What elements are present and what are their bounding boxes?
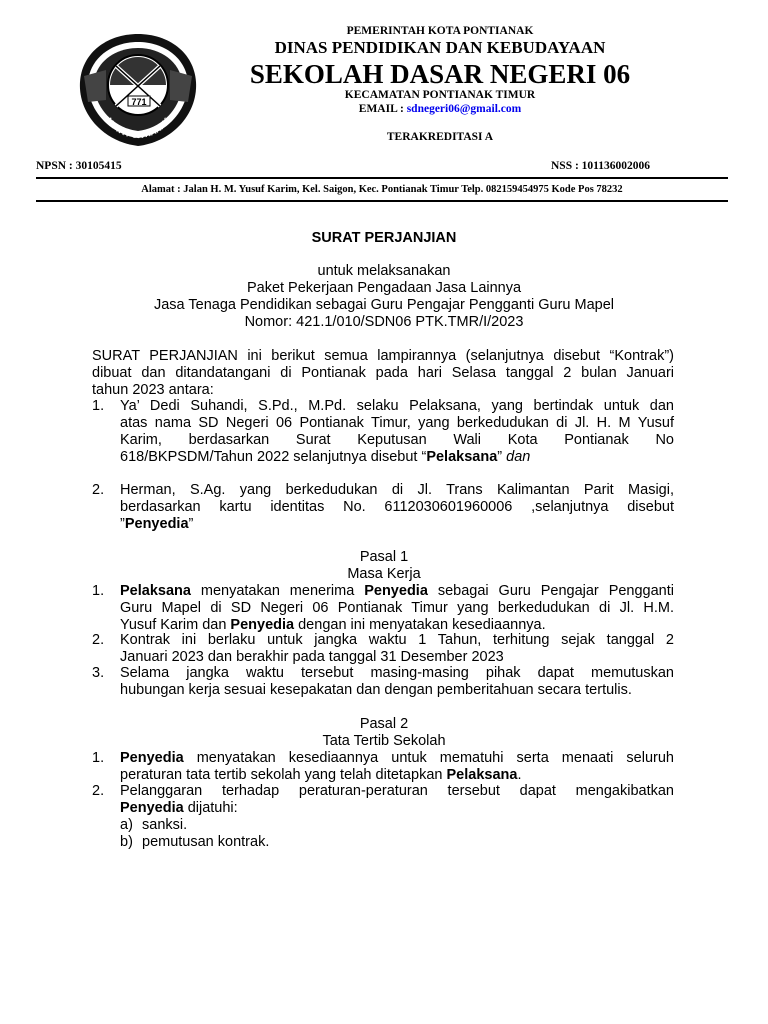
email-label: EMAIL : [358, 103, 404, 115]
pasal-2-heading: Pasal 2 [359, 716, 409, 732]
accreditation: TERAKREDITASI A [386, 131, 494, 143]
party-1-number: 1. [92, 398, 105, 414]
pasal-1-item-1: Pelaksana menyatakan menerima Penyedia sebagai Guru Pengajar Pengganti Guru Mapel di SD Negeri 06 Pontianak Timur yang berkedudukan di Jl. H.M. Yusuf Karim dan Penyedia dengan ini menyatakan kesediaannya. [120, 583, 674, 633]
pasal-1-item-2: Kontrak ini berlaku untuk jangka waktu 1 Tahun, terhitung sejak tanggal 2 Januari 2023 dan berakhir pada tanggal 31 Desember 2023 [120, 632, 674, 665]
pasal-1-item-2-number: 2. [92, 632, 105, 648]
header-email-line [240, 103, 640, 115]
pasal-1-subheading: Masa Kerja [347, 566, 421, 582]
pasal-1-item-3: Selama jangka waktu tersebut masing-masing pihak dapat memutuskan hubungan kerja sesuai kesepakatan dan dengan pemberitahuan secara tertulis. [120, 665, 674, 698]
header-department: DINAS PENDIDIKAN DAN KEBUDAYAAN [274, 38, 606, 57]
subtitle-line-2: Paket Pekerjaan Pengadaan Jasa Lainnya [246, 280, 522, 296]
logo-text: KOTA PONTIANAK [104, 115, 172, 141]
pasal-1-item-3-number: 3. [92, 665, 105, 681]
nss: NSS : 101136002006 [551, 160, 651, 172]
header-district: KECAMATAN PONTIANAK TIMUR [344, 89, 536, 101]
npsn: NPSN : 30105415 [36, 160, 122, 172]
header-divider-top [36, 177, 728, 179]
document-title: SURAT PERJANJIAN [311, 230, 457, 246]
subtitle-line-3: Jasa Tenaga Pendidikan sebagai Guru Pengajar Pengganti Guru Mapel [153, 297, 615, 313]
pasal-2-item-2: Pelanggaran terhadap peraturan-peraturan tersebut dapat mengakibatkan Penyedia dijatuhi: [120, 783, 674, 816]
pasal-2-item-1: Penyedia menyatakan kesediaannya untuk mematuhi serta menaati seluruh peraturan tata tertib sekolah yang telah ditetapkan Pelaksana. [120, 750, 674, 783]
pasal-2-item-2-number: 2. [92, 783, 105, 799]
sub-item-a: a) sanksi. [120, 817, 188, 833]
header-divider-bottom [36, 200, 728, 202]
logo-numeral: 771 [131, 97, 147, 107]
party-2: Herman, S.Ag. yang berkedudukan di Jl. Trans Kalimantan Parit Masigi, berdasarkan kartu identitas No. 6112030601960006 ,selanjutnya disebut ”Penyedia” [120, 482, 674, 532]
pasal-2-item-1-number: 1. [92, 750, 105, 766]
intro-paragraph: SURAT PERJANJIAN ini berikut semua lampirannya (selanjutnya disebut “Kontrak”) dibuat dan ditandatangani di Pontianak pada hari Selasa tanggal 2 bulan Januari tahun 2023 antara: [92, 348, 674, 398]
pasal-2-subheading: Tata Tertib Sekolah [322, 733, 446, 749]
party-1: Ya’ Dedi Suhandi, S.Pd., M.Pd. selaku Pelaksana, yang bertindak untuk dan atas nama SD Negeri 06 Pontianak Timur, yang berkedudukan di Jl. H. M Yusuf Karim, berdasarkan Surat Keputusan Wali Kota Pontianak No 618/BKPSDM/Tahun 2022 selanjutnya disebut “Pelaksana” dan [120, 398, 674, 465]
sub-item-b: b) pemutusan kontrak. [120, 834, 270, 850]
city-emblem-logo [76, 30, 200, 150]
pasal-1-heading: Pasal 1 [359, 549, 409, 565]
subtitle-line-1: untuk melaksanakan [317, 263, 451, 279]
pasal-1-item-1-number: 1. [92, 583, 105, 599]
subtitle-line-4: Nomor: 421.1/010/SDN06 PTK.TMR/I/2023 [244, 314, 524, 330]
header-school-name: SEKOLAH DASAR NEGERI 06 [249, 59, 631, 89]
party-2-number: 2. [92, 482, 105, 498]
address: Alamat : Jalan H. M. Yusuf Karim, Kel. Saigon, Kec. Pontianak Timur Telp. 082159454975 Kode Pos 78232 [141, 184, 623, 195]
header-government: PEMERINTAH KOTA PONTIANAK [346, 25, 534, 37]
email-link[interactable]: sdnegeri06@gmail.com [406, 103, 522, 115]
